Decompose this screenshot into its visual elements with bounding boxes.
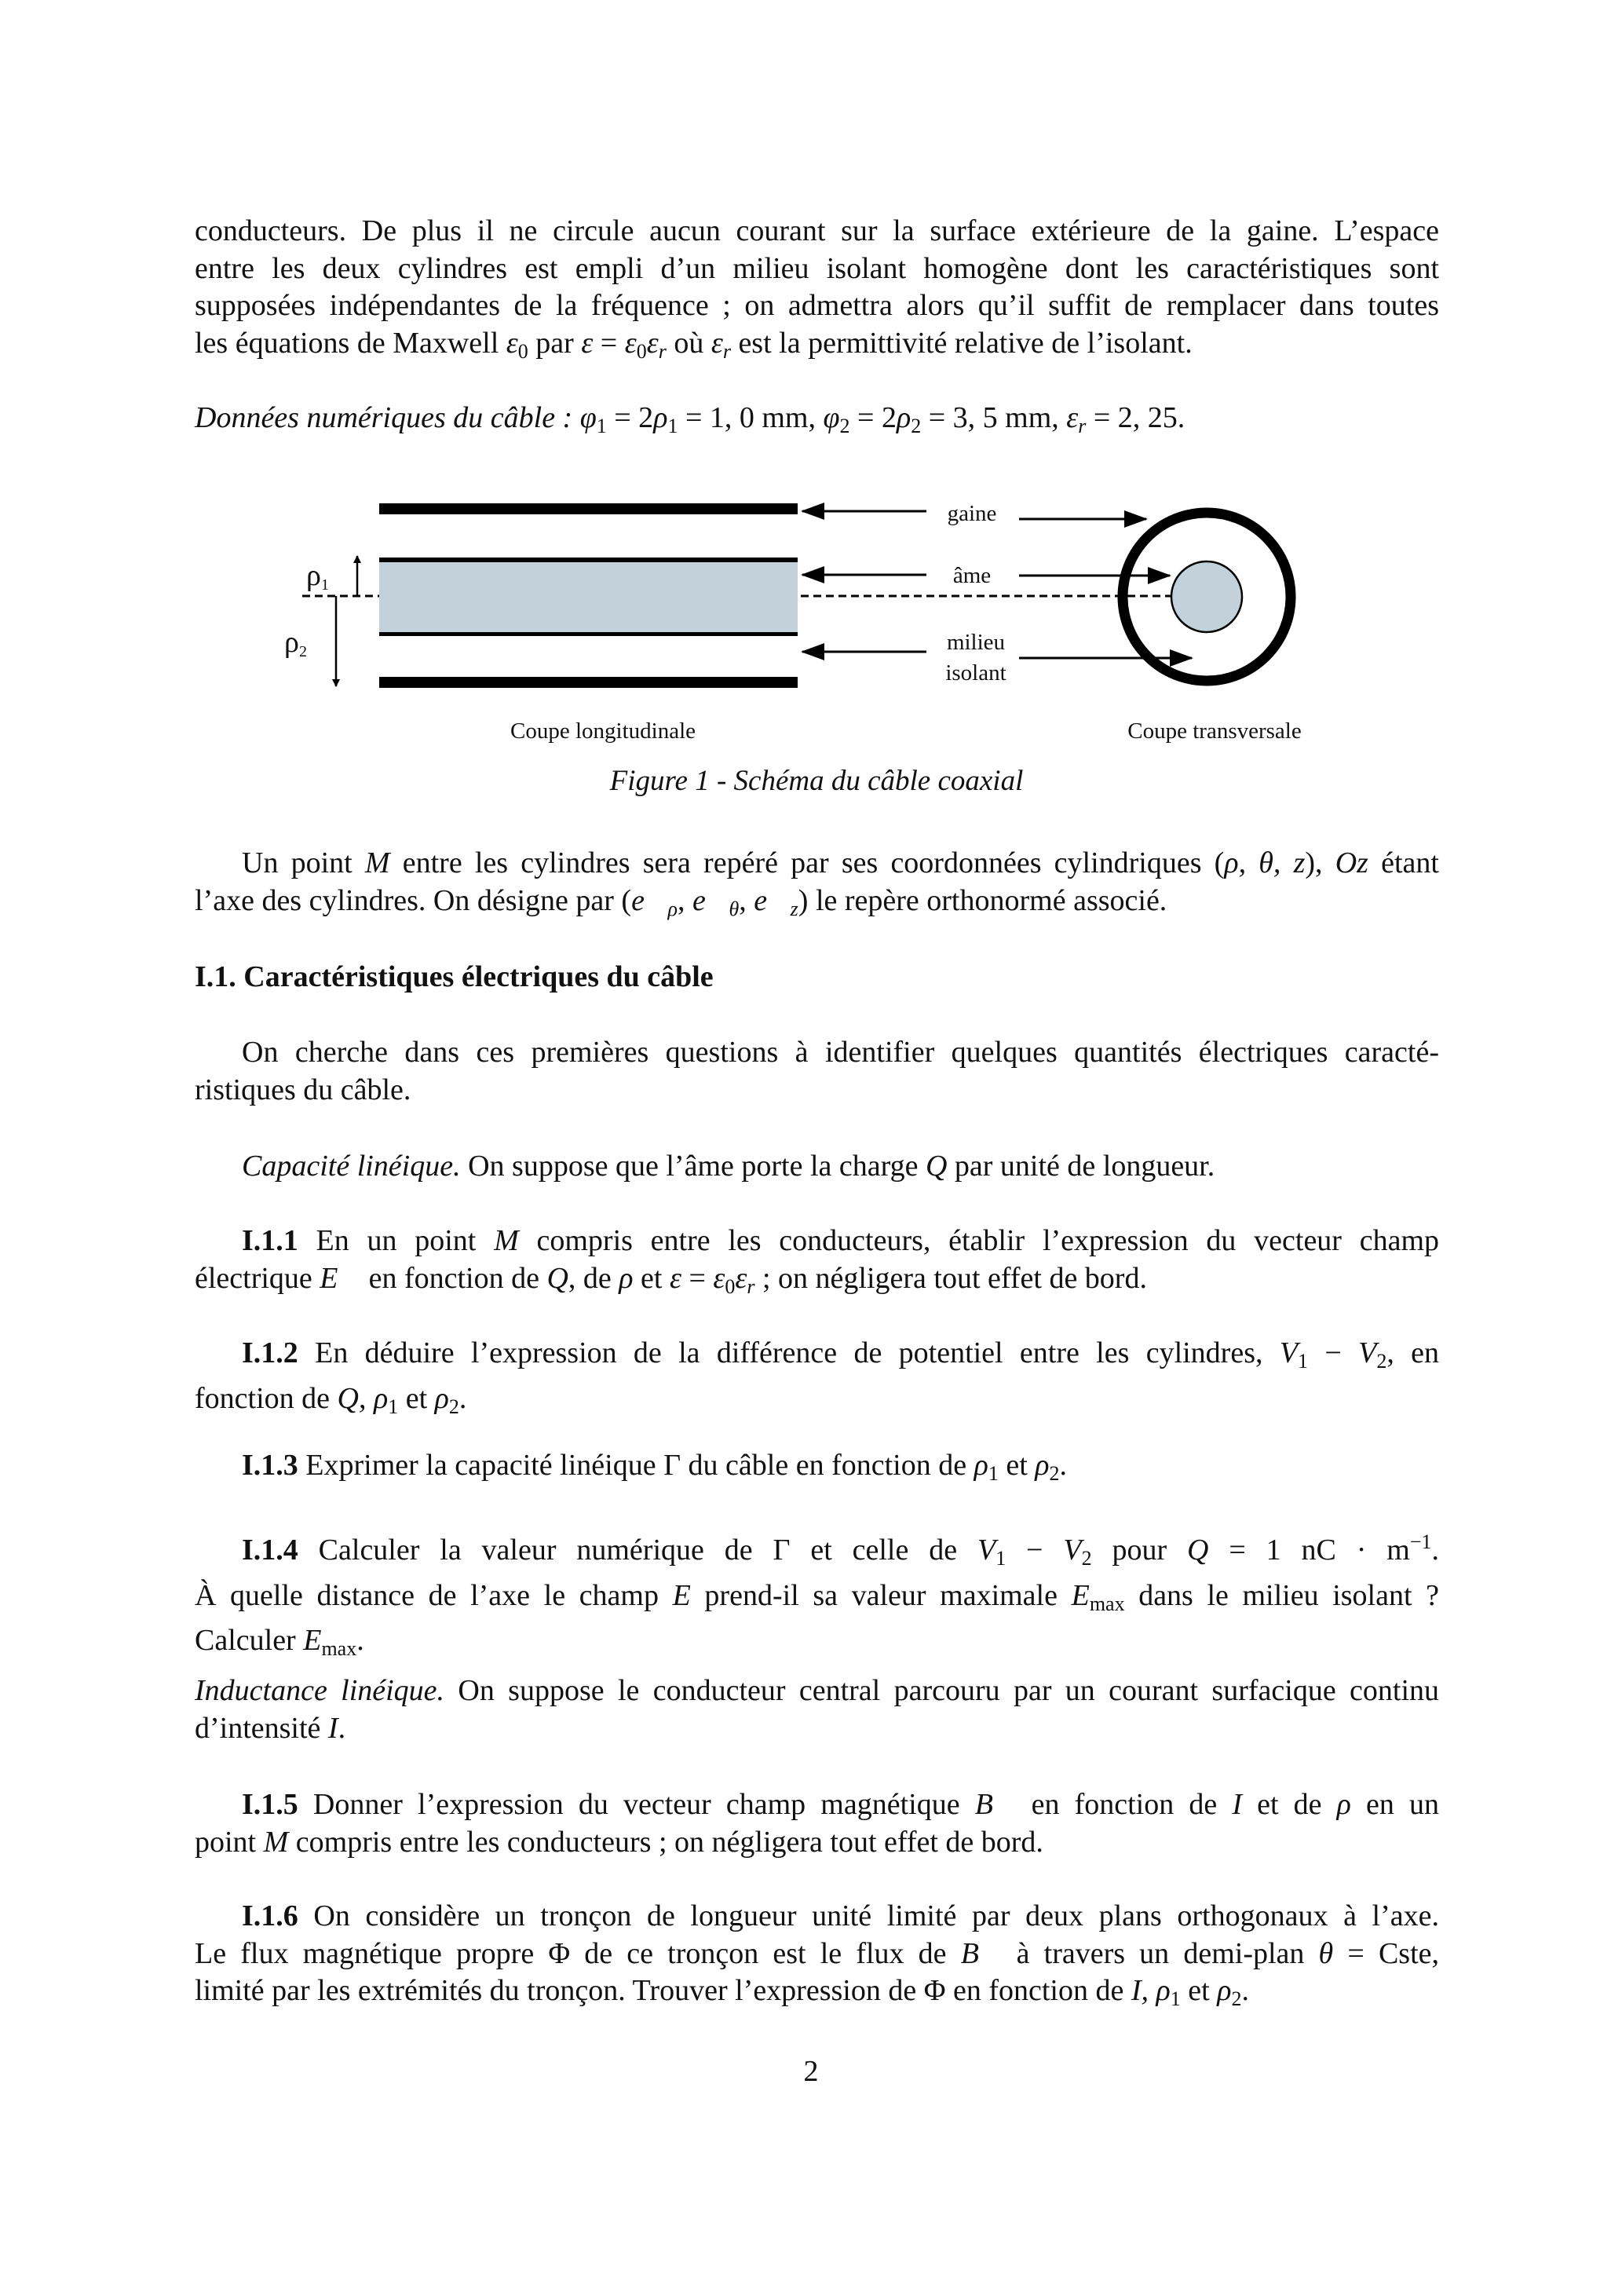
text-segment: On cherche dans ces premières questions à identifier quelques quantités électriques caracté- — [242, 1036, 1439, 1069]
text-segment: 2 — [1081, 1547, 1092, 1570]
text-segment: limité par les extrémités du tronçon. Trouver l’expression de Φ en fonction de — [195, 1974, 1131, 2007]
text-segment: E — [1071, 1578, 1090, 1612]
text-segment: ρ — [434, 1381, 449, 1415]
text-segment: Q — [337, 1381, 359, 1415]
text-segment: , — [739, 883, 754, 917]
text-segment: entre les deux cylindres est empli d’un milieu isolant homogène dont les caractéristiques sont — [195, 251, 1439, 285]
figure-caption: Figure 1 - Schéma du câble coaxial — [609, 765, 1024, 797]
text-segment: 2 — [1049, 1462, 1060, 1485]
label-ame: âme — [952, 563, 992, 588]
text-segment: = Cste, — [1333, 1936, 1440, 1970]
text-segment: e⃗ — [692, 883, 729, 917]
text-segment: ρ, θ, z — [1224, 846, 1306, 879]
text-segment: Q — [1187, 1534, 1209, 1567]
text-line — [195, 250, 1439, 288]
text-segment: En déduire l’expression de la différence de potentiel entre les cylindres, — [298, 1336, 1280, 1369]
text-segment: 0 — [636, 339, 647, 363]
text-line — [195, 1936, 1439, 1973]
core-fill — [379, 560, 798, 634]
text-segment: 1 — [1298, 1350, 1309, 1373]
text-line — [195, 1673, 1439, 1710]
text-segment: 2 — [911, 415, 922, 437]
text-segment: I, ρ — [1131, 1974, 1171, 2007]
text-segment: conducteurs. De plus il ne circule aucun courant sur la surface extérieure de la gaine. L’espace — [195, 214, 1439, 247]
text-segment: r — [722, 339, 731, 363]
text-segment: −1 — [1409, 1530, 1432, 1553]
text-segment: r — [747, 1274, 755, 1298]
intro-paragraph — [195, 213, 1439, 370]
text-line — [195, 1260, 1439, 1306]
text-segment: ε — [711, 326, 723, 360]
text-segment: et — [398, 1381, 435, 1415]
text-segment: V — [1279, 1336, 1299, 1369]
text-line — [195, 1335, 1439, 1380]
question-1-1-5 — [195, 1786, 1439, 1861]
text-segment: par unité de longueur. — [947, 1150, 1215, 1183]
text-segment: 1 — [388, 1395, 399, 1418]
text-segment: ρ — [653, 401, 668, 434]
text-line — [195, 287, 1439, 325]
text-segment: I.1. Caractéristiques électriques du câble — [195, 960, 714, 993]
text-segment: 0 — [517, 339, 528, 363]
text-segment: compris entre les conducteurs, établir l’expression du vecteur champ — [518, 1224, 1439, 1257]
text-segment: = 1 nC · m — [1208, 1534, 1410, 1567]
text-line — [195, 1380, 1439, 1426]
text-segment: θ — [1318, 1936, 1334, 1970]
text-segment: φ — [579, 401, 597, 434]
sheath-bottom-bar — [379, 677, 798, 688]
text-segment: l’axe des cylindres. On désigne par ( — [195, 883, 632, 917]
question-1-1-2 — [195, 1335, 1439, 1425]
text-segment: V — [1063, 1534, 1082, 1567]
rho2-label: ρ2 — [284, 626, 307, 660]
text-segment: Q — [925, 1150, 948, 1183]
text-segment: − — [1308, 1336, 1359, 1369]
question-1-1-1 — [195, 1223, 1439, 1305]
text-segment: . — [338, 1711, 346, 1745]
text-segment: en fonction de — [361, 1261, 547, 1295]
text-segment: . — [1059, 1449, 1068, 1482]
coordinates-paragraph — [195, 845, 1439, 927]
text-segment: 2 — [839, 415, 850, 437]
text-segment: par — [528, 326, 582, 360]
text-segment: ε — [624, 326, 637, 360]
text-segment: φ — [823, 401, 840, 434]
text-line — [195, 213, 1439, 250]
text-segment: pour — [1091, 1534, 1187, 1567]
text-line — [195, 1898, 1439, 1936]
text-segment: et — [1180, 1974, 1218, 2007]
question-1-1-4 — [195, 1523, 1439, 1668]
text-segment: et de — [1241, 1788, 1337, 1821]
text-segment: I.1.1 — [242, 1224, 298, 1257]
text-segment: − — [1006, 1534, 1064, 1567]
text-segment: = 3, 5 mm, — [921, 401, 1067, 434]
text-segment: ρ — [1217, 1974, 1232, 2007]
text-line — [195, 1447, 1439, 1493]
label-coupe-transversale: Coupe transversale — [1127, 718, 1302, 744]
text-line — [195, 845, 1439, 883]
text-segment: ρ — [619, 1261, 634, 1295]
text-segment: , — [678, 883, 693, 917]
text-segment: et — [633, 1261, 670, 1295]
text-segment: M — [263, 1825, 289, 1859]
page-number: 2 — [803, 2055, 819, 2088]
text-segment: = 1, 0 mm, — [678, 401, 824, 434]
text-segment: 1 — [995, 1547, 1006, 1570]
text-segment: En un point — [298, 1224, 495, 1257]
text-segment: = — [593, 326, 625, 360]
text-segment: I.1.6 — [242, 1899, 298, 1932]
text-segment: ρ — [974, 1449, 988, 1482]
section-intro — [195, 1034, 1439, 1109]
text-segment: . — [1241, 1974, 1249, 2007]
text-segment: Donner l’expression du vecteur champ magnétique — [298, 1788, 975, 1821]
text-segment: M — [364, 846, 390, 879]
text-segment: en fonction de — [1016, 1788, 1233, 1821]
text-segment: e⃗ — [631, 883, 668, 917]
text-segment: max — [1089, 1592, 1125, 1615]
text-segment: I.1.5 — [242, 1788, 298, 1821]
sheath-top-bar — [379, 503, 798, 514]
section-heading — [195, 959, 1439, 996]
numeric-data — [195, 400, 1439, 445]
text-segment: d’intensité — [195, 1711, 328, 1745]
text-segment: ), — [1305, 846, 1335, 879]
label-milieu: milieu — [946, 630, 1006, 655]
capacite-intro — [195, 1148, 1439, 1186]
text-segment: point — [195, 1825, 264, 1859]
text-segment: B⃗ — [974, 1788, 1017, 1821]
text-segment: Inductance linéique. — [195, 1674, 445, 1707]
question-1-1-3 — [195, 1447, 1439, 1493]
text-segment: Calculer la valeur numérique de Γ et celle de — [298, 1534, 977, 1567]
text-segment: où — [666, 326, 711, 360]
text-segment: z — [790, 897, 798, 920]
text-line — [195, 1622, 1439, 1668]
text-line — [195, 1034, 1439, 1072]
text-segment: . — [458, 1381, 467, 1415]
text-segment: Un point — [242, 846, 365, 879]
text-segment: θ — [729, 897, 740, 920]
inductance-intro — [195, 1673, 1439, 1747]
text-segment: 2 — [448, 1395, 459, 1418]
text-segment: dans le milieu isolant ? — [1124, 1578, 1439, 1612]
text-segment: À quelle distance de l’axe le champ — [195, 1578, 673, 1612]
text-segment: = 2 — [849, 401, 897, 434]
text-line — [195, 1523, 1439, 1578]
core-bottom-line — [379, 632, 798, 636]
rho1-label: ρ1 — [306, 559, 329, 594]
text-segment: ρ — [1336, 1788, 1351, 1821]
text-segment: à travers un demi-plan — [1002, 1936, 1319, 1970]
text-segment: I.1.3 — [242, 1449, 298, 1482]
text-line — [195, 1578, 1439, 1623]
text-segment: 2 — [1231, 1987, 1242, 2010]
text-segment: ρ — [896, 401, 911, 434]
text-segment: ε — [581, 326, 594, 360]
text-segment: ristiques du câble. — [195, 1073, 411, 1106]
text-line — [195, 325, 1439, 371]
text-segment: et — [998, 1449, 1036, 1482]
text-segment: On suppose le conducteur central parcouru par un courant surfacique continu — [444, 1674, 1439, 1707]
text-segment: supposées indépendantes de la fréquence ; on admettra alors qu’il suffit de remplacer dans toutes — [195, 289, 1439, 322]
text-segment: I.1.4 — [242, 1534, 298, 1567]
text-segment: Capacité linéique. — [242, 1150, 461, 1183]
text-segment: fonction de — [195, 1381, 338, 1415]
text-segment: ε — [669, 1261, 681, 1295]
text-segment: , en — [1386, 1336, 1439, 1369]
text-segment: 1 — [667, 415, 678, 437]
text-segment: Q — [546, 1261, 568, 1295]
text-line — [195, 959, 1439, 996]
text-line — [195, 400, 1439, 445]
text-segment: ε — [506, 326, 518, 360]
text-segment: B⃗ — [960, 1936, 1003, 1970]
text-segment: . — [356, 1624, 364, 1657]
label-gaine: gaine — [947, 501, 997, 526]
text-segment: 2 — [1376, 1350, 1387, 1373]
text-line — [195, 1072, 1439, 1110]
label-isolant: isolant — [945, 660, 1006, 686]
text-segment: M — [494, 1224, 519, 1257]
text-segment: On considère un tronçon de longueur unité limité par deux plans orthogonaux à l’axe. — [298, 1899, 1439, 1932]
text-segment: en un — [1350, 1788, 1439, 1821]
text-segment: I — [1232, 1788, 1242, 1821]
text-segment: prend-il sa valeur maximale — [690, 1578, 1072, 1612]
text-segment: ρ — [667, 897, 678, 920]
text-segment: 1 — [988, 1462, 999, 1485]
text-segment: = 2 — [606, 401, 654, 434]
text-line — [195, 1148, 1439, 1186]
text-line — [195, 1786, 1439, 1824]
text-segment: e⃗ — [754, 883, 791, 917]
text-segment: I.1.2 — [242, 1336, 298, 1369]
text-segment: ρ — [373, 1381, 389, 1415]
text-segment: Exprimer la capacité linéique Γ du câble en fonction de — [298, 1449, 974, 1482]
text-segment: max — [321, 1637, 357, 1660]
label-coupe-longitudinale: Coupe longitudinale — [510, 718, 696, 744]
text-segment: = — [681, 1261, 714, 1295]
text-segment: , — [358, 1381, 374, 1415]
text-segment: ρ — [1035, 1449, 1050, 1482]
text-segment: ; on négligera tout effet de bord. — [754, 1261, 1147, 1295]
text-segment: 0 — [725, 1274, 736, 1298]
text-segment: ) le repère orthonormé associé. — [798, 883, 1167, 917]
text-segment: est la permittivité relative de l’isolant. — [730, 326, 1193, 360]
text-segment: E — [303, 1624, 322, 1657]
core-circle — [1171, 561, 1242, 632]
text-segment: électrique — [195, 1261, 320, 1295]
core-top-line — [379, 558, 798, 562]
text-segment: I — [327, 1711, 338, 1745]
text-line — [195, 1972, 1439, 2018]
text-segment: ε — [713, 1261, 725, 1295]
text-segment: E — [672, 1578, 691, 1612]
text-segment: E⃗ — [320, 1261, 362, 1295]
text-segment: Le flux magnétique propre Φ de ce tronçon est le flux de — [195, 1936, 961, 1970]
text-segment: r — [658, 339, 667, 363]
question-1-1-6 — [195, 1898, 1439, 2018]
text-segment: entre les cylindres sera repéré par ses coordonnées cylindriques ( — [389, 846, 1225, 879]
text-segment: Données numériques du câble : — [195, 401, 580, 434]
text-segment: On suppose que l’âme porte la charge — [460, 1150, 926, 1183]
text-segment: 1 — [1170, 1987, 1181, 2010]
text-line — [195, 883, 1439, 928]
text-segment: compris entre les conducteurs ; on négligera tout effet de bord. — [288, 1825, 1043, 1859]
text-segment: , de — [568, 1261, 619, 1295]
text-segment: ε — [646, 326, 659, 360]
text-segment: V — [1358, 1336, 1377, 1369]
text-segment: V — [977, 1534, 996, 1567]
text-segment: étant — [1368, 846, 1439, 879]
text-segment: = 2, 25. — [1086, 401, 1185, 434]
text-line — [195, 1223, 1439, 1260]
text-line — [195, 1710, 1439, 1748]
text-segment: les équations de Maxwell — [195, 326, 506, 360]
text-segment: 1 — [596, 415, 607, 437]
text-segment: r — [1078, 415, 1087, 437]
text-line — [195, 1824, 1439, 1862]
text-segment: Oz — [1335, 846, 1368, 879]
text-segment: ε — [735, 1261, 747, 1295]
text-segment: ε — [1066, 401, 1079, 434]
text-segment: Calculer — [195, 1624, 304, 1657]
text-segment: . — [1431, 1534, 1439, 1567]
